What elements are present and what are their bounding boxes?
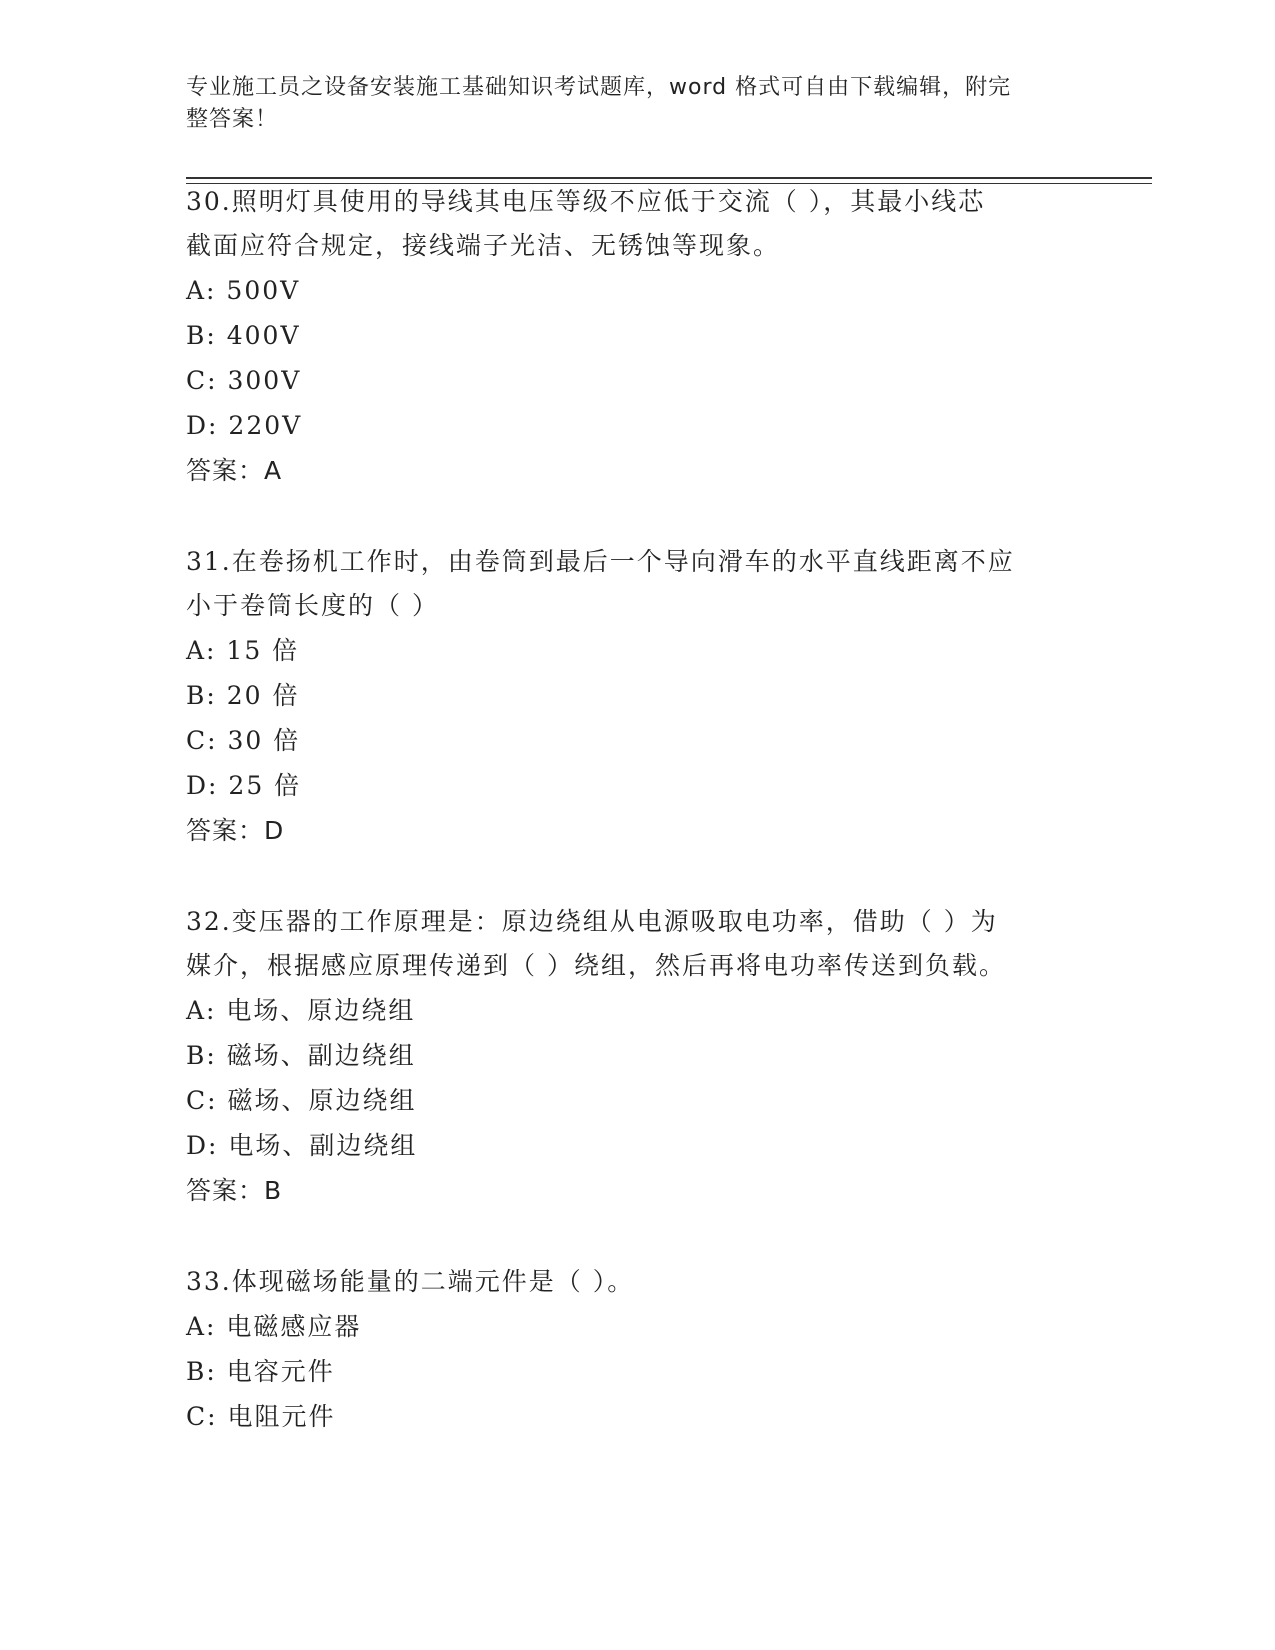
option-d: D: 25 倍 [186,771,302,800]
document-header: 专业施工员之设备安装施工基础知识考试题库，word 格式可自由下载编辑，附完 整答案！ [186,75,1012,132]
option-a: A: 电场、原边绕组 [186,996,416,1025]
option-b: B: 电容元件 [186,1357,335,1386]
question-text: 33.体现磁场能量的二端元件是（ ）。 [186,1267,635,1296]
question-text: 32.变压器的工作原理是：原边绕组从电源吸取电功率，借助（ ）为 媒介，根据感应原理传递到（ ）绕组，然后再将电功率传送到负载。 [186,907,1006,980]
question-31 [186,540,1086,854]
option-c: C: 30 倍 [186,726,301,755]
option-c: C: 磁场、原边绕组 [186,1086,417,1115]
option-b: B: 400V [186,321,301,350]
question-30 [186,180,1086,494]
option-d: D: 电场、副边绕组 [186,1131,418,1160]
option-d: D: 220V [186,411,303,440]
option-c: C: 300V [186,366,302,395]
option-a: A: 15 倍 [186,636,300,665]
option-a: A: 500V [186,276,301,305]
option-b: B: 20 倍 [186,681,300,710]
option-a: A: 电磁感应器 [186,1312,362,1341]
answer: 答案：A [186,456,283,485]
option-c: C: 电阻元件 [186,1402,336,1431]
header-divider-thick [186,177,1152,179]
answer: 答案：D [186,816,285,845]
question-33 [186,1260,1086,1439]
question-text: 31.在卷扬机工作时，由卷筒到最后一个导向滑车的水平直线距离不应 小于卷筒长度的（ ） [186,547,1015,620]
question-text: 30.照明灯具使用的导线其电压等级不应低于交流（ ），其最小线芯 截面应符合规定，接线端子光洁、无锈蚀等现象。 [186,187,986,260]
question-32 [186,900,1086,1214]
answer: 答案：B [186,1176,283,1205]
option-b: B: 磁场、副边绕组 [186,1041,416,1070]
